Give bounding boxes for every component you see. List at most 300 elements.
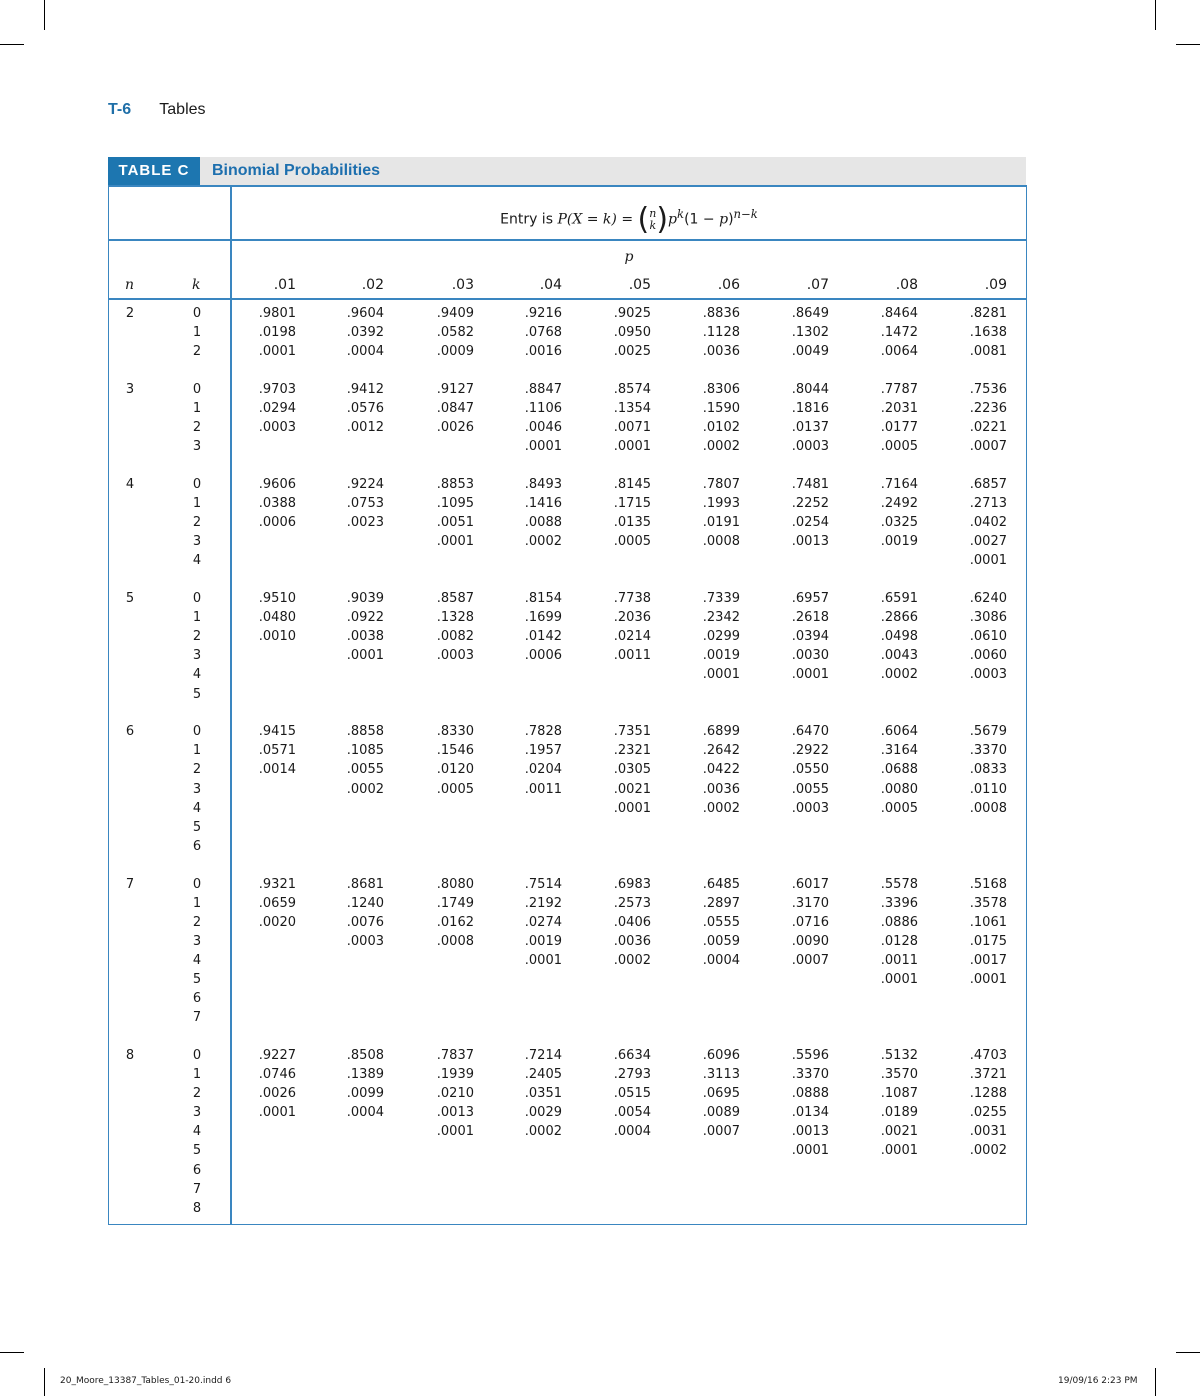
probability-cell: .2252 [791, 496, 829, 511]
k-value: 5 [192, 1143, 202, 1159]
formula-prefix: Entry is [500, 211, 558, 228]
binom-bottom: k [649, 218, 657, 232]
probability-cell: .5168 [969, 876, 1007, 892]
probability-cell: .0555 [702, 914, 740, 930]
probability-cell: .1816 [791, 401, 829, 416]
probability-cell: .7536 [969, 381, 1007, 397]
probability-cell: .0001 [436, 534, 474, 550]
probability-cell: .0003 [969, 667, 1007, 683]
k-value: 1 [192, 496, 202, 511]
probability-cell: .2897 [702, 895, 740, 911]
formula-lhs: P(X = k) = [557, 211, 634, 228]
probability-cell: .0003 [346, 933, 384, 949]
probability-cell: .8464 [880, 306, 918, 321]
probability-cell: .6591 [880, 591, 918, 606]
probability-cell: .0010 [258, 629, 296, 645]
probability-cell: .0011 [613, 648, 651, 664]
k-value: 0 [192, 724, 202, 740]
probability-cell: .7164 [880, 476, 918, 492]
probability-cell: .7807 [702, 476, 740, 492]
probability-cell: .0005 [613, 534, 651, 550]
probability-cell: .0480 [258, 610, 296, 626]
k-value: 1 [192, 325, 202, 341]
probability-cell: .0695 [702, 1086, 740, 1102]
formula-exp-k: k [677, 207, 685, 221]
probability-cell: .1590 [702, 401, 740, 416]
probability-cell: .1288 [969, 1086, 1007, 1102]
page-header [108, 101, 206, 119]
probability-cell: .0255 [969, 1105, 1007, 1121]
probability-cell: .0001 [613, 439, 651, 455]
probability-cell: .0064 [880, 344, 918, 360]
probability-cell: .1128 [702, 325, 740, 341]
probability-cell: .1939 [436, 1067, 474, 1082]
probability-cell: .0001 [524, 439, 562, 455]
probability-cell: .7351 [613, 724, 651, 740]
probability-cell: .0051 [436, 515, 474, 531]
probability-cell: .7828 [524, 724, 562, 740]
page-number: T-6 [108, 101, 132, 118]
k-value: 2 [192, 629, 202, 645]
probability-cell: .0001 [791, 667, 829, 683]
k-value: 3 [192, 1105, 202, 1121]
probability-cell: .1087 [880, 1086, 918, 1102]
k-value: 1 [192, 610, 202, 626]
probability-cell: .0046 [524, 420, 562, 436]
probability-cell: .0582 [436, 325, 474, 341]
crop-mark [1176, 1352, 1200, 1353]
probability-cell: .7738 [613, 591, 651, 606]
probability-cell: .0135 [613, 515, 651, 531]
probability-cell: .6957 [791, 591, 829, 606]
probability-cell: .0017 [969, 952, 1007, 968]
probability-cell: .0013 [791, 534, 829, 550]
probability-cell: .0210 [436, 1086, 474, 1102]
probability-cell: .0888 [791, 1086, 829, 1102]
probability-cell: .0021 [880, 1124, 918, 1140]
k-value: 5 [192, 686, 202, 702]
probability-cell: .0134 [791, 1105, 829, 1121]
column-divider [230, 185, 232, 1224]
probability-cell: .0392 [346, 325, 384, 341]
probability-cell: .5578 [880, 876, 918, 892]
probability-cell: .0204 [524, 762, 562, 778]
probability-cell: .0610 [969, 629, 1007, 645]
k-value: 2 [192, 914, 202, 930]
k-value: 2 [192, 762, 202, 778]
probability-cell: .8145 [613, 476, 651, 492]
probability-cell: .0019 [880, 534, 918, 550]
probability-cell: .8306 [702, 381, 740, 397]
section-title: Tables [159, 101, 206, 118]
crop-mark [1155, 0, 1156, 30]
probability-cell: .0014 [258, 762, 296, 778]
probability-cell: .0036 [613, 933, 651, 949]
k-value: 0 [192, 876, 202, 892]
probability-cell: .8281 [969, 306, 1007, 321]
probability-cell: .1715 [613, 496, 651, 511]
k-value: 2 [192, 344, 202, 360]
k-value: 4 [192, 667, 202, 683]
k-value: 0 [192, 591, 202, 606]
probability-cell: .6096 [702, 1047, 740, 1063]
probability-cell: .0003 [258, 420, 296, 436]
p-value-header: .04 [539, 277, 562, 293]
probability-cell: .0214 [613, 629, 651, 645]
probability-cell: .0175 [969, 933, 1007, 949]
probability-cell: .9703 [258, 381, 296, 397]
probability-cell: .3170 [791, 895, 829, 911]
n-value: 3 [125, 381, 135, 397]
probability-cell: .0082 [436, 629, 474, 645]
probability-cell: .0550 [791, 762, 829, 778]
probability-cell: .1085 [346, 743, 384, 759]
probability-cell: .2236 [969, 401, 1007, 416]
probability-cell: .0006 [258, 515, 296, 531]
probability-cell: .0001 [880, 972, 918, 987]
crop-mark [44, 1368, 45, 1396]
probability-cell: .0571 [258, 743, 296, 759]
probability-cell: .0002 [346, 781, 384, 797]
probability-cell: .0351 [524, 1086, 562, 1102]
probability-cell: .0001 [880, 1143, 918, 1159]
probability-cell: .6857 [969, 476, 1007, 492]
probability-cell: .0076 [346, 914, 384, 930]
probability-cell: .0004 [702, 952, 740, 968]
k-value: 3 [192, 439, 202, 455]
k-value: 7 [192, 1010, 202, 1026]
probability-cell: .0019 [702, 648, 740, 664]
probability-cell: .0001 [258, 344, 296, 360]
probability-cell: .9127 [436, 381, 474, 397]
probability-cell: .0090 [791, 933, 829, 949]
n-value: 8 [125, 1047, 135, 1063]
formula-close: ) [728, 211, 734, 228]
formula-p2: p [719, 211, 729, 228]
probability-cell: .0137 [791, 420, 829, 436]
probability-cell: .9039 [346, 591, 384, 606]
probability-cell: .1240 [346, 895, 384, 911]
probability-cell: .0007 [791, 952, 829, 968]
probability-cell: .8574 [613, 381, 651, 397]
probability-cell: .0019 [524, 933, 562, 949]
probability-cell: .0004 [613, 1124, 651, 1140]
probability-cell: .1328 [436, 610, 474, 626]
probability-cell: .0498 [880, 629, 918, 645]
probability-cell: .0950 [613, 325, 651, 341]
probability-cell: .0001 [613, 800, 651, 816]
probability-cell: .6899 [702, 724, 740, 740]
k-value: 4 [192, 553, 202, 569]
probability-cell: .0576 [346, 401, 384, 416]
probability-cell: .0221 [969, 420, 1007, 436]
k-value: 2 [192, 420, 202, 436]
probability-cell: .0013 [436, 1105, 474, 1121]
binom-left-paren: ( [637, 201, 650, 237]
probability-cell: .8858 [346, 724, 384, 740]
probability-cell: .0007 [702, 1124, 740, 1140]
table-title-bar [108, 157, 1026, 185]
probability-cell: .0886 [880, 914, 918, 930]
probability-cell: .0005 [880, 800, 918, 816]
probability-cell: .0031 [969, 1124, 1007, 1140]
probability-cell: .0007 [969, 439, 1007, 455]
probability-cell: .8836 [702, 306, 740, 321]
probability-cell: .1749 [436, 895, 474, 911]
probability-cell: .0002 [880, 667, 918, 683]
probability-cell: .0189 [880, 1105, 918, 1121]
k-value: 0 [192, 306, 202, 321]
probability-cell: .8044 [791, 381, 829, 397]
k-value: 1 [192, 1067, 202, 1082]
k-value: 3 [192, 781, 202, 797]
probability-cell: .0716 [791, 914, 829, 930]
probability-cell: .0162 [436, 914, 474, 930]
probability-cell: .6017 [791, 876, 829, 892]
probability-cell: .7481 [791, 476, 829, 492]
probability-cell: .8587 [436, 591, 474, 606]
probability-cell: .0274 [524, 914, 562, 930]
probability-cell: .0922 [346, 610, 384, 626]
probability-cell: .2192 [524, 895, 562, 911]
probability-cell: .0003 [791, 439, 829, 455]
probability-cell: .0099 [346, 1086, 384, 1102]
probability-cell: .6064 [880, 724, 918, 740]
probability-cell: .0005 [436, 781, 474, 797]
n-value: 2 [125, 306, 135, 321]
n-header: n [125, 277, 135, 293]
probability-cell: .2031 [880, 401, 918, 416]
probability-cell: .0060 [969, 648, 1007, 664]
probability-cell: .2321 [613, 743, 651, 759]
probability-cell: .0071 [613, 420, 651, 436]
k-value: 0 [192, 476, 202, 492]
probability-cell: .6485 [702, 876, 740, 892]
probability-cell: .0023 [346, 515, 384, 531]
probability-cell: .0089 [702, 1105, 740, 1121]
probability-cell: .0036 [702, 781, 740, 797]
probability-cell: .9606 [258, 476, 296, 492]
probability-cell: .1106 [524, 401, 562, 416]
probability-cell: .8080 [436, 876, 474, 892]
probability-cell: .0003 [791, 800, 829, 816]
probability-cell: .2793 [613, 1067, 651, 1082]
probability-cell: .7339 [702, 591, 740, 606]
probability-cell: .0059 [702, 933, 740, 949]
probability-cell: .0002 [969, 1143, 1007, 1159]
probability-cell: .0688 [880, 762, 918, 778]
probability-cell: .0036 [702, 344, 740, 360]
binom-top: n [649, 206, 657, 220]
probability-cell: .0004 [346, 344, 384, 360]
probability-cell: .0422 [702, 762, 740, 778]
probability-cell: .0294 [258, 401, 296, 416]
probability-cell: .8154 [524, 591, 562, 606]
probability-cell: .0198 [258, 325, 296, 341]
probability-cell: .0001 [258, 1105, 296, 1121]
probability-cell: .3113 [702, 1067, 740, 1082]
formula-exp-nk: n−k [733, 207, 758, 221]
probability-cell: .9801 [258, 306, 296, 321]
probability-cell: .0001 [969, 972, 1007, 987]
probability-cell: .0110 [969, 781, 1007, 797]
probability-cell: .1472 [880, 325, 918, 341]
probability-cell: .5679 [969, 724, 1007, 740]
probability-cell: .3578 [969, 895, 1007, 911]
k-value: 5 [192, 819, 202, 835]
probability-cell: .0305 [613, 762, 651, 778]
k-value: 2 [192, 1086, 202, 1102]
probability-cell: .9224 [346, 476, 384, 492]
probability-cell: .0011 [880, 952, 918, 968]
probability-cell: .0049 [791, 344, 829, 360]
probability-cell: .0120 [436, 762, 474, 778]
probability-cell: .0001 [346, 648, 384, 664]
k-value: 2 [192, 515, 202, 531]
probability-cell: .0012 [346, 420, 384, 436]
probability-cell: .0388 [258, 496, 296, 511]
probability-cell: .2492 [880, 496, 918, 511]
probability-cell: .0026 [258, 1086, 296, 1102]
probability-cell: .2642 [702, 743, 740, 759]
probability-cell: .0038 [346, 629, 384, 645]
probability-cell: .1416 [524, 496, 562, 511]
probability-cell: .6470 [791, 724, 829, 740]
probability-cell: .0055 [791, 781, 829, 797]
k-value: 4 [192, 800, 202, 816]
footer-left: 20_Moore_13387_Tables_01-20.indd 6 [60, 1376, 232, 1386]
probability-cell: .0054 [613, 1105, 651, 1121]
probability-cell: .1061 [969, 914, 1007, 930]
probability-cell: .0768 [524, 325, 562, 341]
probability-cell: .0080 [880, 781, 918, 797]
probability-cell: .8330 [436, 724, 474, 740]
probability-cell: .0006 [524, 648, 562, 664]
probability-cell: .2922 [791, 743, 829, 759]
probability-cell: .0002 [613, 952, 651, 968]
probability-cell: .3570 [880, 1067, 918, 1082]
probability-cell: .0299 [702, 629, 740, 645]
k-value: 3 [192, 534, 202, 550]
probability-cell: .3370 [791, 1067, 829, 1082]
k-value: 0 [192, 1047, 202, 1063]
probability-cell: .0833 [969, 762, 1007, 778]
probability-cell: .0177 [880, 420, 918, 436]
footer-right: 19/09/16 2:23 PM [1058, 1376, 1138, 1386]
crop-mark [44, 0, 45, 30]
probability-cell: .0026 [436, 420, 474, 436]
crop-mark [1155, 1368, 1156, 1396]
probability-cell: .7514 [524, 876, 562, 892]
probability-cell: .0746 [258, 1067, 296, 1082]
probability-cell: .8681 [346, 876, 384, 892]
k-value: 7 [192, 1181, 202, 1197]
k-value: 1 [192, 743, 202, 759]
probability-cell: .0081 [969, 344, 1007, 360]
row-divider [108, 298, 1027, 300]
n-value: 5 [125, 591, 135, 606]
probability-cell: .2713 [969, 496, 1007, 511]
probability-cell: .9510 [258, 591, 296, 606]
p-value-header: .06 [717, 277, 740, 293]
probability-cell: .0004 [346, 1105, 384, 1121]
binomial-coefficient [649, 208, 656, 232]
k-value: 3 [192, 648, 202, 664]
probability-cell: .0191 [702, 515, 740, 531]
row-divider [108, 239, 1027, 241]
probability-cell: .0325 [880, 515, 918, 531]
k-value: 6 [192, 838, 202, 854]
probability-cell: .0055 [346, 762, 384, 778]
k-value: 8 [192, 1200, 202, 1216]
probability-cell: .0009 [436, 344, 474, 360]
probability-cell: .3370 [969, 743, 1007, 759]
crop-mark [0, 44, 24, 45]
probability-cell: .9604 [346, 306, 384, 321]
probability-cell: .9227 [258, 1047, 296, 1063]
probability-cell: .7214 [524, 1047, 562, 1063]
probability-cell: .2618 [791, 610, 829, 626]
probability-cell: .0002 [524, 534, 562, 550]
probability-cell: .1699 [524, 610, 562, 626]
probability-cell: .4703 [969, 1047, 1007, 1063]
probability-cell: .1302 [791, 325, 829, 341]
probability-cell: .0002 [702, 439, 740, 455]
p-value-header: .09 [984, 277, 1007, 293]
probability-cell: .0001 [524, 952, 562, 968]
probability-cell: .9321 [258, 876, 296, 892]
probability-cell: .0011 [524, 781, 562, 797]
probability-cell: .9216 [524, 306, 562, 321]
crop-mark [0, 1352, 24, 1353]
probability-cell: .0847 [436, 401, 474, 416]
probability-cell: .5596 [791, 1047, 829, 1063]
k-header: k [192, 277, 201, 293]
probability-cell: .0005 [880, 439, 918, 455]
probability-cell: .0254 [791, 515, 829, 531]
n-value: 7 [125, 876, 135, 892]
binom-right-paren: ) [656, 201, 669, 237]
probability-cell: .0753 [346, 496, 384, 511]
p-value-header: .03 [451, 277, 474, 293]
probability-cell: .6983 [613, 876, 651, 892]
k-value: 6 [192, 991, 202, 1007]
probability-cell: .7787 [880, 381, 918, 397]
probability-cell: .3721 [969, 1067, 1007, 1082]
probability-cell: .0020 [258, 914, 296, 930]
k-value: 4 [192, 952, 202, 968]
probability-cell: .0001 [791, 1143, 829, 1159]
probability-cell: .0008 [702, 534, 740, 550]
probability-cell: .8649 [791, 306, 829, 321]
probability-cell: .1993 [702, 496, 740, 511]
probability-cell: .0025 [613, 344, 651, 360]
probability-cell: .0001 [702, 667, 740, 683]
k-value: 1 [192, 895, 202, 911]
probability-cell: .0001 [436, 1124, 474, 1140]
probability-cell: .0021 [613, 781, 651, 797]
probability-cell: .0030 [791, 648, 829, 664]
probability-cell: .0002 [524, 1124, 562, 1140]
probability-cell: .0043 [880, 648, 918, 664]
probability-cell: .2573 [613, 895, 651, 911]
probability-cell: .3396 [880, 895, 918, 911]
p-value-header: .07 [806, 277, 829, 293]
probability-cell: .0003 [436, 648, 474, 664]
probability-cell: .9412 [346, 381, 384, 397]
probability-cell: .0027 [969, 534, 1007, 550]
k-value: 4 [192, 1124, 202, 1140]
